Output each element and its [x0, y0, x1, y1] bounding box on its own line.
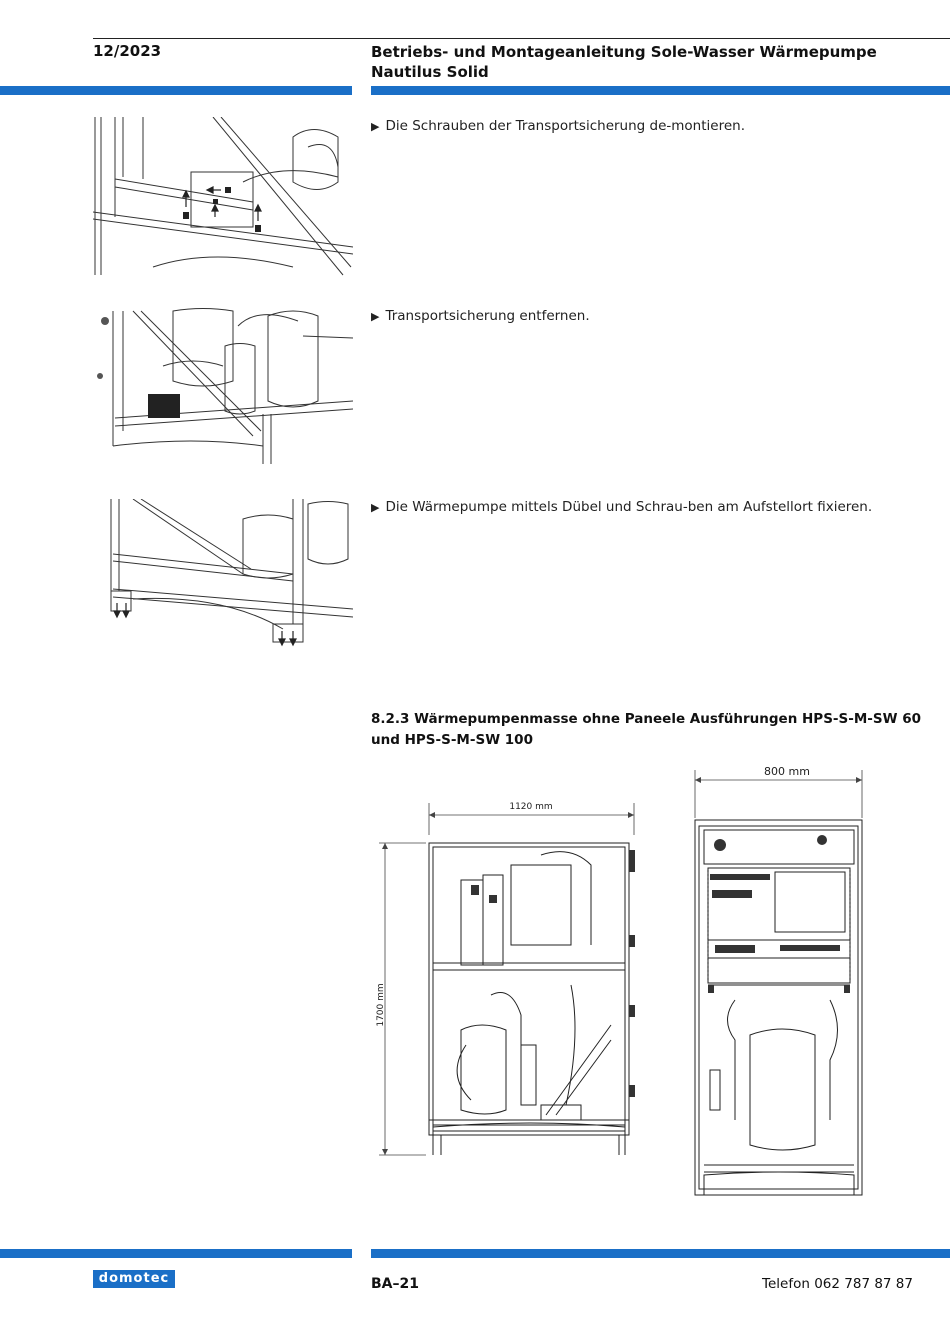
step-1-text: Die Schrauben der Transportsicherung de-montieren.	[385, 118, 745, 134]
dimension-width-label: 800 mm	[764, 765, 810, 778]
step-2	[371, 308, 590, 324]
bullet-triangle-icon: ▶	[371, 120, 380, 133]
illustration-transport-screws	[93, 117, 353, 277]
page-number: BA–21	[371, 1276, 419, 1292]
dimension-depth-label: 1120 mm	[509, 802, 553, 812]
header-title-line1: Betriebs- und Montageanleitung Sole-Wasser Wärmepumpe	[371, 43, 877, 61]
step-3-text: Die Wärmepumpe mittels Dübel und Schrau-ben am Aufstellort fixieren.	[385, 499, 873, 515]
illustration-anchor-fixing	[93, 499, 353, 651]
header-date: 12/2023	[93, 42, 162, 60]
drawing-front-view	[690, 760, 870, 1200]
header-band-left	[0, 86, 352, 95]
step-3	[371, 499, 872, 515]
step-2-text: Transportsicherung entfernen.	[385, 308, 590, 324]
footer-band-right	[371, 1249, 950, 1258]
domotec-logo: domotec	[93, 1270, 175, 1288]
footer-band-left	[0, 1249, 352, 1258]
step-1	[371, 118, 745, 134]
drawing-side-view	[371, 795, 641, 1165]
illustration-transport-lock-remove	[93, 306, 353, 466]
section-title: 8.2.3 Wärmepumpenmasse ohne Paneele Ausführungen HPS-S-M-SW 60 und HPS-S-M-SW 100	[371, 711, 921, 748]
header-band-right	[371, 86, 950, 95]
bullet-triangle-icon: ▶	[371, 501, 380, 514]
transport-lock-plate	[148, 394, 180, 418]
bullet-triangle-icon: ▶	[371, 310, 380, 323]
header-title	[371, 42, 941, 82]
footer-phone: Telefon 062 787 87 87	[762, 1276, 913, 1292]
dimension-height-label: 1700 mm	[376, 983, 386, 1027]
header-rule	[93, 38, 950, 39]
header-title-line2: Nautilus Solid	[371, 63, 489, 81]
